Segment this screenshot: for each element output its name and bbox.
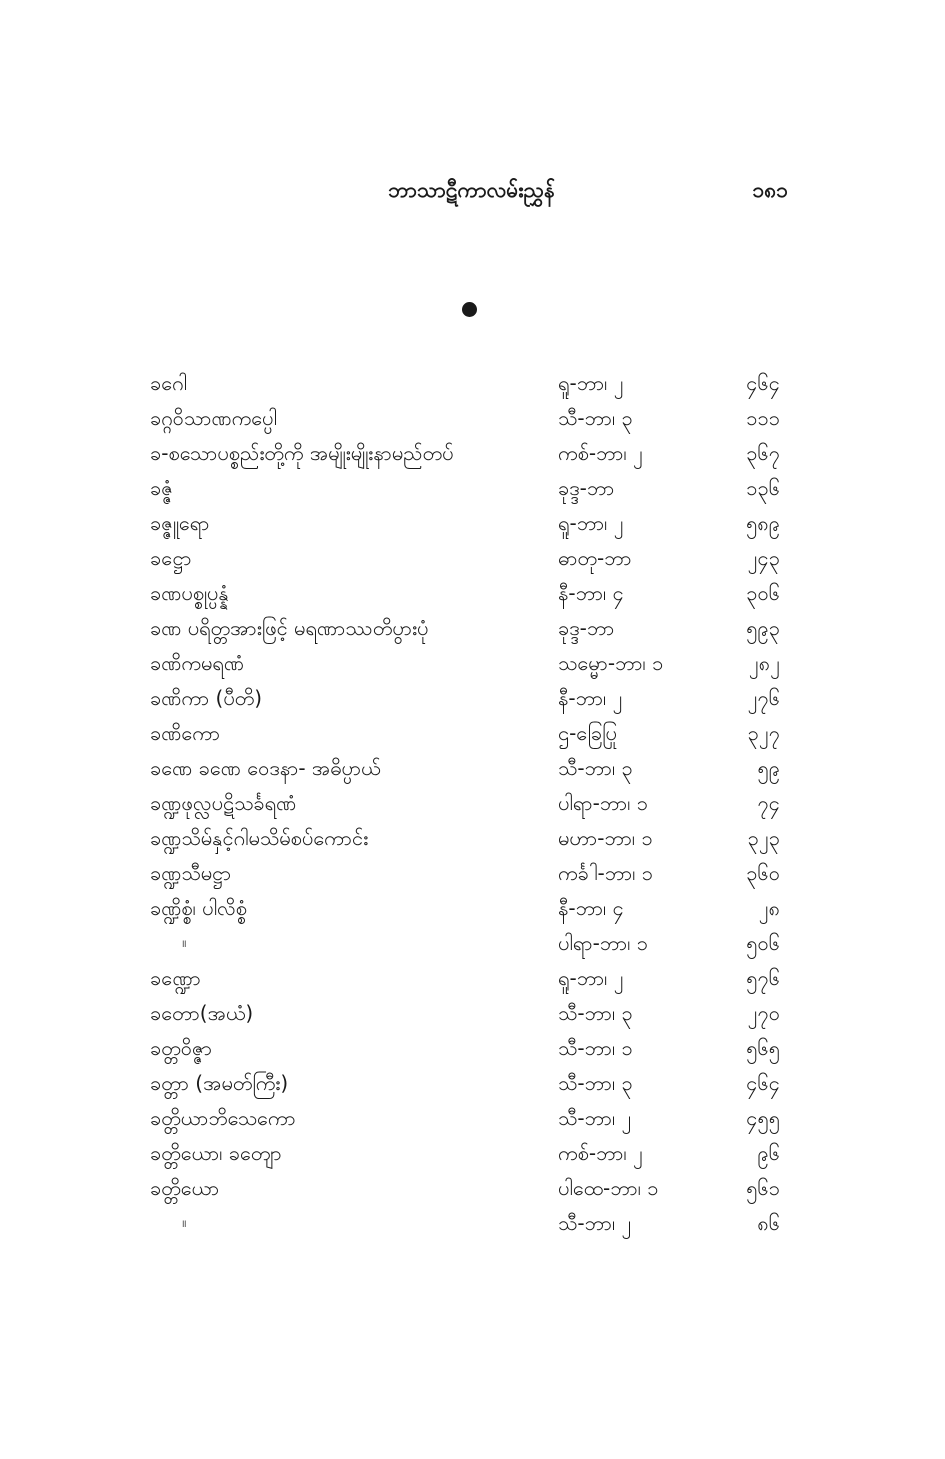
entry-page-number: ၉၆ [757,1141,780,1165]
index-entry-row [0,926,945,961]
entry-page-number: ၃၂၇ [747,721,780,745]
entry-page-number: ၃၀၆ [746,581,780,605]
entry-term: ခဏ ပရိတ္တအားဖြင့် မရဏာဿတိပွားပုံ [150,616,429,640]
entry-page-number: ၅၇၆ [746,966,780,990]
entry-source: နီ-ဘာ၊ ၄ [558,896,624,920]
entry-term: ခဏိကမရဏံ [150,651,245,675]
ditto-mark: ။ [182,935,187,951]
entry-page-number: ၁၃၆ [746,476,780,500]
entry-page-number: ၁၁၁ [746,406,780,430]
entry-page-number: ၂၈၂ [748,651,780,675]
entry-page-number: ၄၆၄ [746,1071,780,1095]
entry-term: ခဏိကာ (ပီတိ) [150,686,263,710]
entry-term: ခတ္တိယော၊ ခတျော [150,1141,282,1165]
entry-page-number: ၂၈ [758,896,780,920]
entry-term: ခတ္တာ (အမတ်ကြီး) [150,1071,289,1095]
index-entry-row [0,891,945,926]
entry-source: ကစ်-ဘာ၊ ၂ [558,1141,643,1165]
entry-source: ကင်္ခါ-ဘာ၊ ၁ [558,861,654,885]
index-entry-row [0,471,945,506]
entry-term: ခဏိကော [150,721,221,745]
entry-page-number: ၅၉ [757,756,780,780]
entry-page-number: ၅၆၅ [746,1036,780,1060]
entry-term: ခဇ္ဇံ [150,476,174,500]
entry-page-number: ၈၆ [757,1211,780,1235]
entry-source: ဓာတု-ဘာ [558,546,632,570]
entry-term: ခဂေါ [150,371,187,395]
index-entry-row [0,751,945,786]
entry-term: ခဇ္ဇူရော [150,511,210,535]
index-entry-row [0,716,945,751]
entry-page-number: ၂၇၀ [747,1001,780,1025]
entry-term: ခဋ္ဌော [150,546,192,570]
entry-source: ကစ်-ဘာ၊ ၂ [558,441,643,465]
section-bullet-marker [462,302,477,317]
index-entry-row [0,1206,945,1241]
index-entry-row [0,821,945,856]
entry-term: ခဏ္ဍိစ္စံ၊ ပါလိစ္စံ [150,896,248,920]
entry-term: ခဏ္ဍော [150,966,201,990]
entry-page-number: ၂၄၃ [747,546,780,570]
entry-source: ပါထေ-ဘာ၊ ၁ [558,1176,659,1200]
entry-source: သီ-ဘာ၊ ၃ [558,1071,633,1095]
entry-source: ရူ-ဘာ၊ ၂ [558,511,624,535]
index-entry-row [0,961,945,996]
entry-source: နီ-ဘာ၊ ၄ [558,581,624,605]
entry-page-number: ၃၆၇ [746,441,780,465]
entry-term: ခဏ္ဍသီမဋ္ဌာ [150,861,232,885]
entry-source: ဌ-ခြေပြု [558,721,617,745]
entry-term: ခ-စသောပစ္စည်းတို့ကို အမျိုးမျိုးနာမည်တပ် [150,441,454,465]
index-entry-row [0,996,945,1031]
index-entry-row [0,786,945,821]
index-entry-list [0,366,945,1241]
entry-source: မဟာ-ဘာ၊ ၁ [558,826,653,850]
running-title: ဘာသာဋီကာလမ်းညွှန် [388,178,555,202]
entry-source: သီ-ဘာ၊ ၃ [558,1001,633,1025]
index-entry-row [0,856,945,891]
entry-page-number: ၅၉၃ [746,616,780,640]
entry-source: သီ-ဘာ၊ ၂ [558,1106,632,1130]
entry-page-number: ၂၇၆ [747,686,780,710]
entry-source: သမ္မော-ဘာ၊ ၁ [558,651,664,675]
index-entry-row [0,436,945,471]
entry-source: နီ-ဘာ၊ ၂ [558,686,623,710]
index-entry-row [0,1171,945,1206]
entry-term: ခဏေ ခဏေ ဝေဒနာ- အဓိပ္ပာယ် [150,756,381,780]
index-entry-row [0,541,945,576]
page-header [0,170,945,210]
entry-term: ခဂ္ဂဝိသာဏကပ္ပေါ [150,406,277,430]
entry-term: ခဏ္ဍဖုလ္လပဋိသင်္ခရဏံ [150,791,297,815]
index-entry-row [0,611,945,646]
entry-source: ရူ-ဘာ၊ ၂ [558,371,624,395]
entry-source: ခုဒ္ဒ-ဘာ [558,616,615,640]
entry-term: ခဏ္ဍသိမ်နှင့်ဂါမသိမ်စပ်ကောင်း [150,826,369,850]
index-entry-row [0,681,945,716]
index-entry-row [0,1031,945,1066]
entry-source: ခုဒ္ဒ-ဘာ [558,476,615,500]
index-entry-row [0,366,945,401]
index-entry-row [0,1136,945,1171]
entry-page-number: ၃၂၃ [747,826,780,850]
entry-page-number: ၅၀၆ [746,931,780,955]
entry-term: ခတ္တဝိဇ္ဇာ [150,1036,213,1060]
index-entry-row [0,506,945,541]
entry-term: ခတ္တိယော [150,1176,220,1200]
entry-source: သီ-ဘာ၊ ၁ [558,1036,633,1060]
index-entry-row [0,1101,945,1136]
index-entry-row [0,646,945,681]
entry-source: ပါရာ-ဘာ၊ ၁ [558,931,649,955]
entry-source: သီ-ဘာ၊ ၃ [558,756,633,780]
entry-page-number: ၃၆၀ [746,861,780,885]
index-entry-row [0,401,945,436]
ditto-mark: ။ [182,1215,187,1231]
index-entry-row [0,1066,945,1101]
entry-term: ခတ္တိယာဘိသေကော [150,1106,296,1130]
entry-source: သီ-ဘာ၊ ၃ [558,406,633,430]
entry-page-number: ၇၄ [757,791,780,815]
entry-source: ပါရာ-ဘာ၊ ၁ [558,791,649,815]
page-number: ၁၈၁ [752,178,788,202]
entry-page-number: ၅၆၁ [746,1176,780,1200]
index-entry-row [0,576,945,611]
entry-term: ခတော(အယံ) [150,1001,254,1025]
entry-page-number: ၄၅၅ [746,1106,780,1130]
entry-source: ရူ-ဘာ၊ ၂ [558,966,624,990]
entry-source: သီ-ဘာ၊ ၂ [558,1211,632,1235]
entry-page-number: ၅၈၉ [746,511,780,535]
entry-term: ခဏပစ္စုပ္ပန္နံ [150,581,229,605]
entry-page-number: ၄၆၄ [746,371,780,395]
